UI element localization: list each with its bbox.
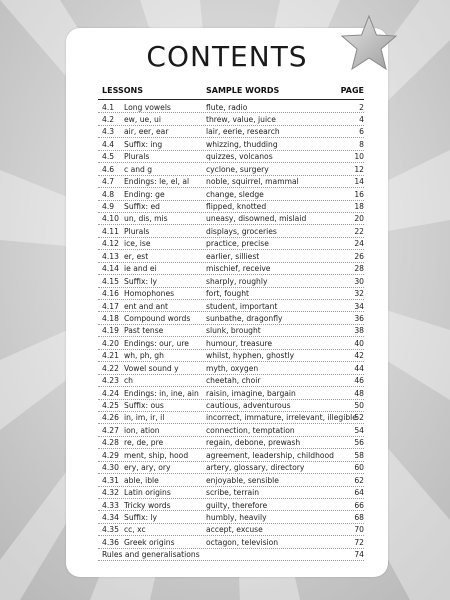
- lesson-topic: cc, xc: [124, 525, 146, 535]
- contents-table: [98, 101, 364, 561]
- sample-words: cautious, adventurous: [206, 401, 291, 410]
- contents-row[interactable]: [98, 524, 364, 536]
- page-number: 62: [354, 475, 364, 485]
- contents-row[interactable]: [98, 511, 364, 523]
- lesson-number: 4.35: [102, 525, 119, 535]
- page-number: 40: [354, 338, 364, 348]
- page-number: 28: [354, 264, 364, 274]
- sample-words: whizzing, thudding: [206, 139, 278, 149]
- lesson-number: 4.29: [102, 450, 119, 460]
- contents-row[interactable]: [98, 163, 364, 175]
- contents-row[interactable]: [98, 275, 364, 287]
- sample-words: raisin, imagine, bargain: [206, 388, 296, 398]
- contents-row[interactable]: [98, 400, 364, 412]
- page-number: 18: [354, 202, 364, 211]
- sample-words: connection, temptation: [206, 425, 295, 435]
- sample-words: whilst, hyphen, ghostly: [206, 351, 295, 361]
- page-number: 58: [354, 450, 364, 460]
- sample-words: incorrect, immature, irrelevant, illegible: [206, 413, 357, 423]
- lesson-number: 4.15: [102, 276, 119, 286]
- sample-words: guilty, therefore: [206, 500, 268, 510]
- lesson-number: 4.30: [102, 463, 119, 473]
- lesson-topic: air, eer, ear: [124, 127, 169, 137]
- table-header: [98, 86, 364, 98]
- page-number: 74: [354, 550, 364, 560]
- page-number: 34: [354, 301, 364, 311]
- sample-words: sharply, roughly: [206, 276, 268, 286]
- lesson-topic: un, dis, mis: [124, 214, 168, 224]
- header-page: PAGE: [340, 86, 364, 95]
- contents-row[interactable]: [98, 387, 364, 399]
- page-number: 22: [354, 226, 364, 236]
- sample-words: slunk, brought: [206, 326, 261, 336]
- lesson-number: 4.11: [102, 226, 119, 236]
- page-number: 38: [354, 326, 364, 336]
- lesson-topic: Endings: in, ine, ain: [124, 388, 199, 398]
- lesson-number: 4.12: [102, 239, 119, 249]
- contents-row[interactable]: [98, 337, 364, 349]
- lesson-number: 4.36: [102, 537, 119, 547]
- contents-card: [66, 28, 388, 577]
- sample-words: agreement, leadership, childhood: [206, 450, 334, 460]
- lesson-number: 4.5: [102, 152, 115, 162]
- contents-row[interactable]: [98, 238, 364, 250]
- sample-words: accept, excuse: [206, 525, 263, 535]
- lesson-number: 4.28: [102, 438, 119, 448]
- page-number: 72: [354, 537, 364, 547]
- page-number: 36: [354, 313, 364, 323]
- page-number: 10: [354, 152, 364, 162]
- lesson-topic: Homophones: [124, 289, 175, 299]
- lesson-number: 4.32: [102, 488, 119, 498]
- lesson-topic: re, de, pre: [124, 438, 164, 448]
- lesson-topic: ery, ary, ory: [124, 463, 171, 473]
- page-number: 44: [354, 363, 364, 373]
- sample-words: displays, groceries: [206, 226, 277, 236]
- page-number: 12: [354, 164, 364, 174]
- lesson-topic: Plurals: [124, 152, 150, 162]
- sample-words: myth, oxygen: [206, 363, 259, 373]
- lesson-number: 4.20: [102, 338, 119, 348]
- lesson-topic: Plurals: [124, 226, 150, 236]
- lesson-number: 4.33: [102, 500, 119, 510]
- contents-row[interactable]: [98, 101, 364, 113]
- lesson-number: 4.31: [102, 475, 119, 485]
- lesson-number: 4.17: [102, 301, 119, 311]
- contents-row[interactable]: [98, 462, 364, 474]
- page-number: 56: [354, 438, 364, 448]
- lesson-number: 4.6: [102, 164, 115, 174]
- rules-label: Rules and generalisations: [102, 550, 200, 560]
- lesson-number: 4.25: [102, 401, 119, 410]
- lesson-topic: Long vowels: [124, 102, 171, 112]
- sample-words: change, sledge: [206, 189, 264, 199]
- contents-row[interactable]: [98, 113, 364, 125]
- contents-row[interactable]: [98, 151, 364, 163]
- lesson-number: 4.4: [102, 139, 115, 149]
- page-number: 26: [354, 251, 364, 261]
- lesson-topic: in, im, ir, il: [124, 413, 165, 423]
- sample-words: artery, glossary, directory: [206, 463, 305, 473]
- page-number: 52: [354, 413, 364, 423]
- contents-row[interactable]: [98, 437, 364, 449]
- lesson-topic: Vowel sound y: [124, 363, 179, 373]
- sample-words: quizzes, volcanos: [206, 152, 273, 162]
- lesson-number: 4.21: [102, 351, 119, 361]
- lesson-topic: Endings: le, el, al: [124, 177, 190, 187]
- sample-words: enjoyable, sensible: [206, 475, 279, 485]
- contents-row[interactable]: [98, 499, 364, 511]
- contents-row[interactable]: [98, 138, 364, 150]
- page-number: 14: [354, 177, 364, 187]
- lesson-topic: wh, ph, gh: [124, 351, 164, 361]
- lesson-topic: ie and ei: [124, 264, 157, 274]
- lesson-topic: Past tense: [124, 326, 164, 336]
- contents-row[interactable]: [98, 474, 364, 486]
- sample-words: threw, value, juice: [206, 114, 276, 124]
- lesson-topic: Compound words: [124, 313, 191, 323]
- page-number: 50: [354, 401, 364, 410]
- sample-words: mischief, receive: [206, 264, 271, 274]
- sample-words: cheetah, choir: [206, 376, 261, 386]
- sample-words: flipped, knotted: [206, 202, 267, 211]
- page-number: 2: [359, 102, 364, 112]
- sample-words: octagon, television: [206, 537, 279, 547]
- lesson-topic: able, ible: [124, 475, 159, 485]
- contents-row[interactable]: [98, 325, 364, 337]
- page-number: 46: [354, 376, 364, 386]
- sample-words: cyclone, surgery: [206, 164, 269, 174]
- lesson-number: 4.24: [102, 388, 119, 398]
- sample-words: humour, treasure: [206, 338, 273, 348]
- lesson-number: 4.18: [102, 313, 119, 323]
- lesson-topic: ice, ise: [124, 239, 151, 249]
- lesson-topic: ch: [124, 376, 133, 386]
- lesson-topic: c and g: [124, 164, 153, 174]
- sample-words: humbly, heavily: [206, 512, 267, 522]
- page-number: 16: [354, 189, 364, 199]
- header-divider: [98, 99, 364, 100]
- contents-row[interactable]: [98, 250, 364, 262]
- page-number: 32: [354, 289, 364, 299]
- page-number: 4: [359, 114, 364, 124]
- contents-row[interactable]: [98, 126, 364, 138]
- contents-row[interactable]: [98, 412, 364, 424]
- page-number: 30: [354, 276, 364, 286]
- lesson-number: 4.19: [102, 326, 119, 336]
- contents-row[interactable]: [98, 288, 364, 300]
- contents-row[interactable]: [98, 375, 364, 387]
- sample-words: fort, fought: [206, 289, 249, 299]
- sample-words: student, important: [206, 301, 278, 311]
- lesson-number: 4.34: [102, 512, 119, 522]
- lesson-number: 4.3: [102, 127, 115, 137]
- lesson-number: 4.1: [102, 102, 115, 112]
- header-sample-words: SAMPLE WORDS: [206, 86, 280, 95]
- contents-row[interactable]: [98, 263, 364, 275]
- sample-words: flute, radio: [206, 102, 248, 112]
- contents-row[interactable]: [98, 536, 364, 548]
- lesson-number: 4.9: [102, 202, 115, 211]
- lesson-topic: ent and ant: [124, 301, 169, 311]
- page-number: 48: [354, 388, 364, 398]
- lesson-topic: Suffix: ly: [124, 276, 158, 286]
- sample-words: practice, precise: [206, 239, 269, 249]
- lesson-number: 4.13: [102, 251, 119, 261]
- lesson-topic: Suffix: ly: [124, 512, 158, 522]
- contents-row[interactable]: [98, 362, 364, 374]
- contents-row[interactable]: [98, 176, 364, 188]
- lesson-topic: Suffix: ing: [124, 139, 163, 149]
- lesson-topic: Greek origins: [124, 537, 175, 547]
- contents-row[interactable]: [98, 424, 364, 436]
- lesson-topic: Latin origins: [124, 488, 171, 498]
- contents-row[interactable]: [98, 188, 364, 200]
- lesson-number: 4.26: [102, 413, 119, 423]
- sample-words: regain, debone, prewash: [206, 438, 301, 448]
- page-number: 54: [354, 425, 364, 435]
- sample-words: uneasy, disowned, mislaid: [206, 214, 307, 224]
- page-number: 70: [354, 525, 364, 535]
- sample-words: earlier, silliest: [206, 251, 260, 261]
- header-lessons: LESSONS: [102, 86, 143, 95]
- lesson-number: 4.16: [102, 289, 119, 299]
- page-number: 68: [354, 512, 364, 522]
- lesson-topic: Ending: ge: [124, 189, 165, 199]
- page-number: 8: [359, 139, 364, 149]
- page-number: 24: [354, 239, 364, 249]
- contents-row[interactable]: [98, 449, 364, 461]
- lesson-topic: Endings: our, ure: [124, 338, 189, 348]
- contents-row[interactable]: [98, 225, 364, 237]
- lesson-number: 4.22: [102, 363, 119, 373]
- page-number: 6: [359, 127, 364, 137]
- sample-words: sunbathe, dragonfly: [206, 313, 283, 323]
- contents-row[interactable]: [98, 350, 364, 362]
- lesson-topic: Suffix: ed: [124, 202, 160, 211]
- lesson-number: 4.23: [102, 376, 119, 386]
- lesson-number: 4.7: [102, 177, 115, 187]
- page-title: CONTENTS: [146, 40, 308, 73]
- contents-row[interactable]: [98, 312, 364, 324]
- star-icon: [338, 14, 400, 74]
- sample-words: lair, eerie, research: [206, 127, 280, 137]
- lesson-topic: ment, ship, hood: [124, 450, 189, 460]
- lesson-number: 4.27: [102, 425, 119, 435]
- contents-row[interactable]: [98, 213, 364, 225]
- lesson-number: 4.8: [102, 189, 115, 199]
- lesson-topic: Tricky words: [124, 500, 171, 510]
- lesson-topic: ion, ation: [124, 425, 160, 435]
- lesson-number: 4.10: [102, 214, 119, 224]
- contents-row[interactable]: [98, 487, 364, 499]
- page-number: 60: [354, 463, 364, 473]
- lesson-topic: Suffix: ous: [124, 401, 164, 410]
- sample-words: scribe, terrain: [206, 488, 260, 498]
- page-number: 20: [354, 214, 364, 224]
- contents-row[interactable]: [98, 300, 364, 312]
- contents-row-rules[interactable]: [98, 549, 364, 561]
- lesson-topic: ew, ue, ui: [124, 114, 161, 124]
- lesson-number: 4.14: [102, 264, 119, 274]
- contents-row[interactable]: [98, 201, 364, 213]
- page-number: 66: [354, 500, 364, 510]
- lesson-number: 4.2: [102, 114, 115, 124]
- page-number: 64: [354, 488, 364, 498]
- page-number: 42: [354, 351, 364, 361]
- sample-words: noble, squirrel, mammal: [206, 177, 299, 187]
- lesson-topic: er, est: [124, 251, 149, 261]
